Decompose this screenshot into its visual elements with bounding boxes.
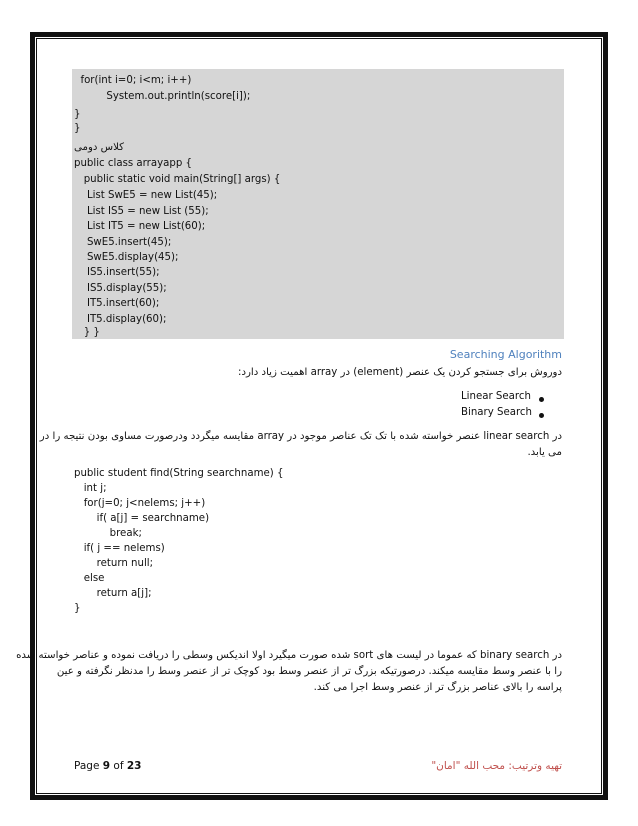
code-line: int j;: [74, 483, 107, 494]
code-line: }: [74, 123, 81, 134]
code-line: else: [74, 573, 105, 584]
linear-search-paragraph: در linear search عنصر خواسته شده با تک تک عناصر موجود در array مقایسه میگردد ودرصورت مساوی بودن نتیجه را در: [39, 431, 562, 442]
binary-search-paragraph-line3: پراسه را بالای عناصر بزرگ تر از عنصر وسط اجرا می کند.: [313, 682, 562, 693]
code-line: System.out.println(score[i]);: [74, 91, 251, 102]
code-line: IT5.insert(60);: [74, 298, 160, 309]
binary-search-paragraph-line2: را با عنصر وسط مقایسه میکند. درصورتیکه بزرگ تر از عنصر وسط بود کوچک تر از عنصر وسط را مدنظر نگرفته و عین: [56, 666, 562, 677]
code-line: }: [74, 603, 81, 614]
code-line: public class arrayapp {: [74, 158, 193, 169]
code-line: IS5.display(55);: [74, 283, 167, 294]
author-credit: تهیه وترتیب: محب الله "امان": [431, 760, 562, 772]
total-pages: 23: [126, 760, 142, 772]
page-of: of: [110, 760, 127, 772]
code-line: return a[j];: [74, 588, 152, 599]
code-line: SwE5.insert(45);: [74, 237, 172, 248]
code-line: List IT5 = new List(60);: [74, 221, 206, 232]
code-line: List SwE5 = new List(45);: [74, 190, 218, 201]
binary-search-paragraph-line1: در binary search که عموما در لیست های sort شده صورت میگیرد اولا اندیکس وسطی را دریافت نموده و عناصر خواسته شده: [16, 650, 562, 661]
code-line: for(int i=0; i<m; i++): [74, 75, 192, 86]
code-line: public static void main(String[] args) {: [74, 174, 281, 185]
code-line: }: [74, 109, 81, 120]
bullet-icon: [539, 413, 544, 418]
code-line: IT5.display(60);: [74, 314, 167, 325]
intro-paragraph: دوروش برای جستجو کردن یک عنصر (element) در array اهمیت زیاد دارد:: [238, 367, 562, 378]
list-item: Binary Search: [461, 407, 532, 418]
page-number: [74, 760, 142, 772]
page-prefix: Page: [74, 760, 103, 772]
code-line: SwE5.display(45);: [74, 252, 179, 263]
class-label: کلاس دومی: [74, 142, 125, 153]
code-line: return null;: [74, 558, 154, 569]
code-line: for(j=0; j<nelems; j++): [74, 498, 206, 509]
code-line: public student find(String searchname) {: [74, 468, 284, 479]
code-line: IS5.insert(55);: [74, 267, 160, 278]
list-item: Linear Search: [461, 391, 531, 402]
code-line: if( j == nelems): [74, 543, 165, 554]
current-page: 9: [102, 760, 111, 772]
code-line: if( a[j] = searchname): [74, 513, 210, 524]
code-line: } }: [74, 327, 100, 338]
code-line: List IS5 = new List (55);: [74, 206, 209, 217]
bullet-icon: [539, 397, 544, 402]
linear-search-paragraph-end: می یابد.: [527, 447, 562, 458]
section-heading: Searching Algorithm: [449, 348, 562, 361]
code-line: break;: [74, 528, 142, 539]
